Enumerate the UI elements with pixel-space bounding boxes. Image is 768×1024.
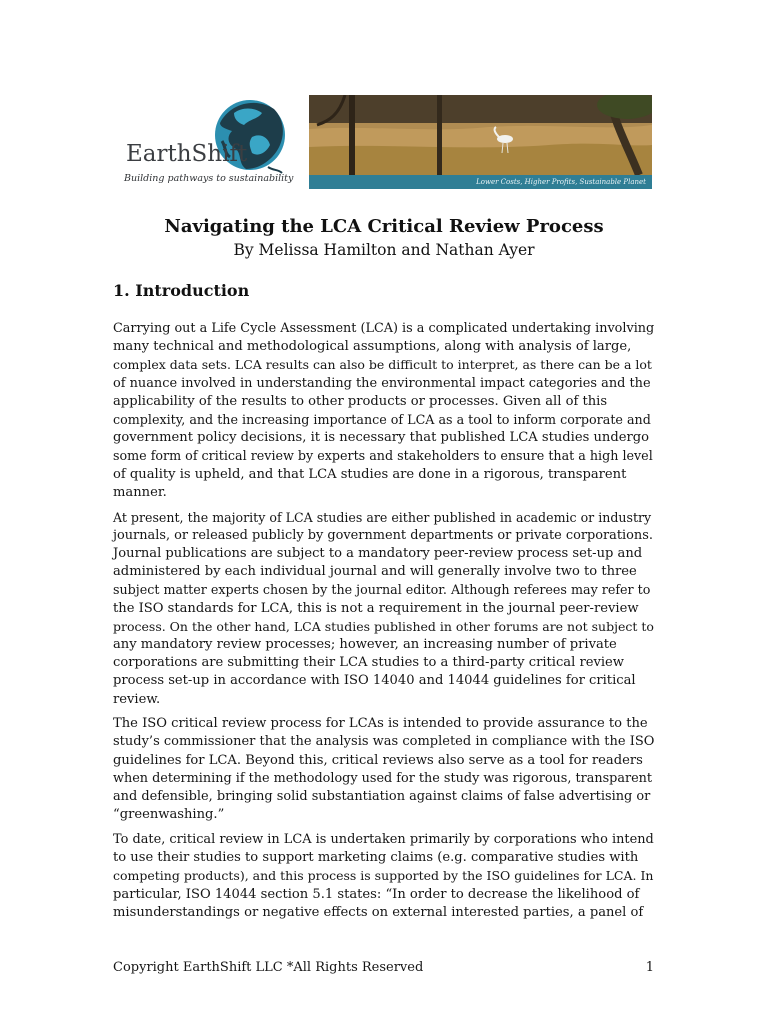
document-title: Navigating the LCA Critical Review Process (164, 216, 604, 237)
text-line: applicability of the results to other products or processes. Given all of this (113, 393, 608, 409)
text-line: administered by each individual journal and will generally involve two to three (113, 564, 637, 580)
text-line: of quality is upheld, and that LCA studies are done in a rigorous, transparent (113, 466, 627, 482)
text-line: “greenwashing.” (113, 807, 225, 823)
body-text (113, 320, 654, 929)
text-line: guidelines for LCA. Beyond this, critical reviews also serve as a tool for readers (113, 752, 643, 768)
text-line: any mandatory review processes; however, an increasing number of private (113, 636, 617, 652)
text-line: and defensible, bringing solid substantiation against claims of false advertising or (113, 789, 651, 805)
document-byline: By Melissa Hamilton and Nathan Ayer (233, 241, 535, 259)
footer-copyright: Copyright EarthShift LLC *All Rights Reserved (113, 960, 424, 975)
text-line: government policy decisions, it is necessary that published LCA studies undergo (113, 430, 649, 446)
text-line: Carrying out a Life Cycle Assessment (LCA) is a complicated undertaking involving (113, 321, 655, 336)
text-line: competing products), and this process is supported by the ISO guidelines for LCA. In (113, 868, 654, 884)
page-number: 1 (645, 960, 654, 975)
section-heading: 1. Introduction (113, 281, 250, 300)
header-banner (120, 95, 652, 190)
text-line: manner. (113, 484, 167, 500)
text-line: To date, critical review in LCA is undertaken primarily by corporations who intend (113, 831, 654, 847)
text-line: Journal publications are subject to a mandatory peer-review process set-up and (113, 545, 643, 561)
text-line: misunderstandings or negative effects on external interested parties, a panel of (113, 904, 644, 920)
text-line: when determining if the methodology used for the study was rigorous, transparent (113, 770, 653, 786)
earthshift-logo (120, 95, 306, 190)
text-line: of nuance involved in understanding the environmental impact categories and the (113, 375, 651, 391)
text-line: many technical and methodological assumptions, along with analysis of large, (113, 339, 632, 355)
text-line: process. On the other hand, LCA studies published in other forums are not subject to (113, 618, 654, 634)
logo-tagline: Building pathways to sustainability (124, 173, 294, 184)
text-line: process set-up in accordance with ISO 14040 and 14044 guidelines for critical (113, 673, 636, 689)
text-line: review. (113, 691, 161, 707)
text-line: The ISO critical review process for LCAs is intended to provide assurance to the (113, 716, 648, 732)
text-line: subject matter experts chosen by the journal editor. Although referees may refer to (113, 582, 651, 598)
text-line: corporations are submitting their LCA studies to a third-party critical review (113, 655, 625, 671)
text-line: At present, the majority of LCA studies are either published in academic or industry (113, 509, 652, 525)
paragraph-1 (113, 320, 654, 502)
photo-caption: Lower Costs, Higher Profits, Sustainable Planet (309, 175, 652, 189)
text-line: particular, ISO 14044 section 5.1 states: “In order to decrease the likelihood of (113, 886, 640, 902)
paragraph-2 (113, 509, 654, 709)
text-line: complexity, and the increasing importance of LCA as a tool to inform corporate and (113, 412, 651, 428)
logo-wordmark: EarthShift (126, 141, 248, 167)
text-line: to use their studies to support marketing claims (e.g. comparative studies with (113, 850, 639, 866)
paragraph-3 (113, 715, 654, 824)
paragraph-4 (113, 831, 654, 922)
text-line: some form of critical review by experts and stakeholders to ensure that a high level (113, 448, 653, 464)
text-line: complex data sets. LCA results can also be difficult to interpret, as there can be a lot (113, 357, 652, 373)
text-line: study’s commissioner that the analysis was completed in compliance with the ISO (113, 734, 655, 750)
text-line: journals, or released publicly by government departments or private corporations. (113, 527, 653, 543)
text-line: the ISO standards for LCA, this is not a requirement in the journal peer-review (113, 600, 639, 616)
header-photo (309, 95, 652, 189)
